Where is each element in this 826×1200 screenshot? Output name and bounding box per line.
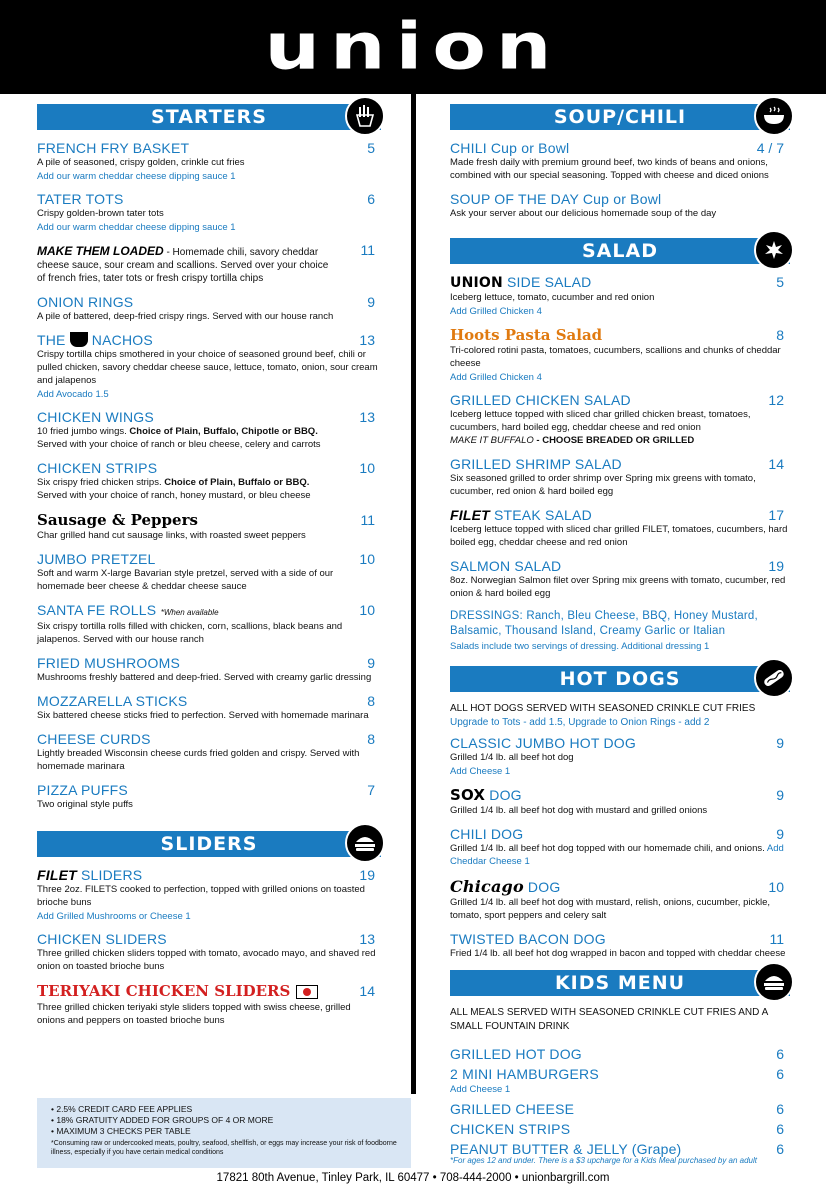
menu-item [37,551,381,593]
item-description: Char grilled hand cut sausage links, with roasted sweet peppers [37,530,306,541]
item-price: 9 [776,787,784,803]
item-description: Crispy golden-brown tater tots [37,208,164,219]
item-description: Made fresh daily with premium ground beef, two kinds of beans and onions, combined with our special seasoning. Topped with cheese and diced onions [450,157,769,181]
item-price: 6 [776,1066,784,1082]
menu-item [450,274,790,317]
footnote-box [37,1098,411,1168]
item-price: 8 [367,731,375,747]
item-description: Three 2oz. FILETS cooked to perfection, topped with grilled onions on toasted brioche buns [37,884,365,908]
item-price: 11 [769,931,784,947]
menu-item [450,326,790,383]
menu-item [37,982,381,1027]
japan-flag-icon [296,985,318,999]
item-price: 9 [776,826,784,842]
item-description: Grilled 1/4 lb. all beef hot dog with mustard, relish, onions, cucumber, pickle, tomato, sport peppers and celery salt [450,897,770,921]
soup-bowl-icon [754,96,794,136]
filet-word: FILET [450,507,490,523]
hotdog-icon [754,658,794,698]
footnote-line: • 18% GRATUITY ADDED FOR GROUPS OF 4 OR MORE [51,1115,401,1126]
kids-intro: ALL MEALS SERVED WITH SEASONED CRINKLE CUT FRIES AND A SMALL FOUNTAIN DRINK [450,1007,768,1032]
item-note: *When available [160,608,219,617]
item-name: TWISTED BACON DOG [450,931,606,947]
section-title: SALAD [582,240,658,262]
item-description: Lightly breaded Wisconsin cheese curds fried golden and crispy. Served with homemade marinara [37,748,360,772]
item-name: PEANUT BUTTER & JELLY (Grape) [450,1141,682,1157]
section-banner-kids [450,970,790,996]
menu-item [37,782,381,811]
menu-item [37,460,381,502]
menu-item [37,931,381,973]
desc-part: Grilled 1/4 lb. all beef hot dog topped with our homemade chili, and onions. [450,843,765,854]
item-addon: Add Cheddar Cheese 1 [450,843,784,867]
item-price: 10 [359,551,375,567]
item-extra [450,434,790,447]
item-description: Six battered cheese sticks fried to perfection. Served with homemade marinara [37,710,369,721]
item-name-pre: THE [37,332,66,348]
item-description: Crispy tortilla chips smothered in your choice of seasoned ground beef, chili or pulled chicken, savory cheddar cheese sauce, lettuce, tomato, onion, sour cream and jalapenos [37,349,378,386]
item-description: Mushrooms freshly battered and deep-fried. Served with creamy garlic dressing [37,672,372,683]
item-name: MAKE THEM LOADED [37,244,164,258]
item-description: Grilled 1/4 lb. all beef hot dog with mustard and grilled onions [450,805,708,816]
hotdogs-intro: ALL HOT DOGS SERVED WITH SEASONED CRINKLE CUT FRIES [450,703,756,714]
item-name: GRILLED CHEESE [450,1101,575,1117]
lettuce-icon [754,230,794,270]
left-column [37,104,381,1036]
item-name [450,507,592,523]
item-name-post: SIDE SALAD [502,274,592,290]
item-description [450,842,790,868]
item-price: 6 [367,191,375,207]
consumption-warning: *Consuming raw or undercooked meats, poultry, seafood, shellfish, or eggs may increase your risk of foodborne illness, especially if you have certain medical conditions [51,1140,397,1156]
item-description: Six seasoned grilled to order shrimp over Spring mix greens with tomato, cucumber, red onion & hard boiled egg [450,473,756,497]
item-name: TERIYAKI CHICKEN SLIDERS [37,982,291,1000]
burger-icon [754,962,794,1002]
item-name [37,332,153,348]
item-name: CHICKEN WINGS [37,409,154,425]
section-title: KIDS MENU [554,972,686,994]
item-description: Ask your server about our delicious homemade soup of the day [450,208,717,219]
desc-bold: Choice of Plain, Buffalo, Chipotle or BBQ. [129,426,318,437]
menu-item [450,507,790,549]
menu-item [450,826,790,868]
item-name: CLASSIC JUMBO HOT DOG [450,735,636,751]
section-banner-sliders [37,831,381,857]
menu-item [450,877,790,922]
item-price: 14 [768,456,784,472]
menu-item [37,602,381,646]
menu-item [450,1066,790,1095]
item-name: CHILI DOG [450,826,524,842]
menu-item [37,693,381,722]
item-price: 8 [367,693,375,709]
item-name: GRILLED SHRIMP SALAD [450,456,622,472]
item-description: Soft and warm X-large Bavarian style pretzel, served with a side of our homemade beer cheese & cheddar cheese sauce [37,568,334,592]
buffalo-choice: - CHOOSE BREADED OR GRILLED [533,435,695,446]
item-price: 6 [776,1141,784,1157]
item-description: Tri-colored rotini pasta, tomatoes, cucumbers, scallions and chunks of cheddar cheese [450,345,781,369]
item-price: 9 [776,735,784,751]
union-logo: union [264,10,562,84]
item-name [450,877,560,896]
section-banner-salad [450,238,790,264]
menu-item [450,558,790,600]
section-title: STARTERS [151,106,267,128]
item-description: A pile of seasoned, crispy golden, crinkle cut fries [37,157,245,168]
menu-item [37,191,381,233]
fries-icon [345,96,385,136]
item-price: 14 [359,983,375,999]
item-addon: Add Grilled Chicken 4 [450,306,542,317]
item-description: Six crispy tortilla rolls filled with chicken, corn, scallions, black beans and jalapenos. Served with our house ranch [37,621,343,645]
item-addon: Add our warm cheddar cheese dipping sauce 1 [37,171,236,182]
item-name: GRILLED HOT DOG [450,1046,582,1062]
item-description [37,425,381,451]
item-addon: Add Avocado 1.5 [37,389,109,400]
desc-part: Served with your choice of ranch or bleu cheese, celery and carrots [37,439,321,450]
menu-item [450,1046,790,1062]
item-name [450,274,592,291]
dressings-block [450,609,790,652]
item-name: 2 MINI HAMBURGERS [450,1066,599,1082]
item-price: 11 [360,512,375,528]
menu-item [37,655,381,684]
footnote-line: • 2.5% CREDIT CARD FEE APPLIES [51,1104,401,1115]
menu-item [37,294,381,323]
menu-item [450,140,790,182]
chicago-word: Chicago [450,877,524,896]
item-name: SOUP OF THE DAY Cup or Bowl [450,191,662,207]
item-name: CHICKEN STRIPS [37,460,158,476]
menu-item [450,1141,790,1157]
item-name: ONION RINGS [37,294,134,310]
burger-icon [345,823,385,863]
footer-address: 17821 80th Avenue, Tinley Park, IL 60477 • 708-444-2000 • unionbargrill.com [216,1172,610,1184]
section-title: SOUP/CHILI [553,106,687,128]
item-description: Iceberg lettuce, tomato, cucumber and red onion [450,292,655,303]
menu-item [37,140,381,182]
item-price: 17 [768,507,784,523]
item-price: 13 [359,332,375,348]
item-price: 10 [359,460,375,476]
item-name: Hoots Pasta Salad [450,326,603,344]
item-price: 7 [367,782,375,798]
menu-item [37,409,381,451]
item-name [450,786,522,804]
item-description: Iceberg lettuce topped with sliced char grilled chicken breast, tomatoes, cucumbers, hard boiled egg, cheddar cheese and red onion [450,409,751,433]
item-addon: Add our warm cheddar cheese dipping sauce 1 [37,222,236,233]
item-description: A pile of battered, deep-fried crispy rings. Served with our house ranch [37,311,334,322]
loaded-line [37,245,337,285]
item-name-post: DOG [523,879,561,895]
item-name: FRIED MUSHROOMS [37,655,180,671]
item-addon: Add Cheese 1 [450,766,511,777]
item-name: MOZZARELLA STICKS [37,693,188,709]
item-name-post: SLIDERS [76,867,143,883]
item-name-post: NACHOS [91,332,153,348]
item-description: Three grilled chicken teriyaki style sliders topped with swiss cheese, grilled onions and peppers on toasted brioche buns [37,1002,351,1026]
dressings-list: DRESSINGS: Ranch, Bleu Cheese, BBQ, Honey Mustard, Balsamic, Thousand Island, Creamy Garlic or Italian [450,610,758,637]
item-price: 13 [359,931,375,947]
item-price: 13 [359,409,375,425]
item-name: FRENCH FRY BASKET [37,140,190,156]
item-description: Two original style puffs [37,799,133,810]
item-name: GRILLED CHICKEN SALAD [450,392,631,408]
section-banner-starters [37,104,381,130]
kids-note: *For ages 12 and under. There is a $3 upcharge for a Kids Meal purchased by an adult [450,1156,758,1165]
item-price: 9 [367,655,375,671]
menu-item [450,191,790,220]
dressings-note: Salads include two servings of dressing. Additional dressing 1 [450,641,710,652]
header-bar [0,0,826,94]
item-price: 4 / 7 [756,140,784,156]
menu-item [450,1101,790,1117]
item-name: PIZZA PUFFS [37,782,128,798]
section-title: HOT DOGS [559,668,681,690]
item-name: JUMBO PRETZEL [37,551,156,567]
section-title: SLIDERS [160,833,258,855]
item-description: - Homemade chili, savory cheddar cheese sauce, sour cream and scallions. Served over your choice of french fries, tater tots or fresh crispy tortilla chips [37,247,329,284]
menu-item [37,867,381,922]
union-u-icon [70,332,88,347]
union-brand-word: UNION [450,275,503,291]
menu-item [37,731,381,773]
hotdogs-upgrade: Upgrade to Tots - add 1.5, Upgrade to Onion Rings - add 2 [450,717,710,728]
section-banner-hotdogs [450,666,790,692]
menu-item [450,786,790,817]
item-name: Sausage & Peppers [37,511,198,529]
item-price: 9 [367,294,375,310]
item-name: CHICKEN STRIPS [450,1121,571,1137]
item-name: CHEESE CURDS [37,731,151,747]
item-name: TATER TOTS [37,191,124,207]
section-banner-soup [450,104,790,130]
item-price: 6 [776,1046,784,1062]
item-price: 6 [776,1101,784,1117]
item-name: CHICKEN SLIDERS [37,931,167,947]
item-price: 10 [359,602,375,618]
item-price: 10 [768,879,784,895]
item-price: 19 [359,867,375,883]
item-price: 11 [360,242,375,258]
item-price: 12 [768,392,784,408]
menu-item [450,456,790,498]
item-description: 8oz. Norwegian Salmon filet over Spring mix greens with tomato, cucumber, red onion & hard boiled egg [450,575,786,599]
right-column [450,104,790,1165]
sox-brand-word: SOX [450,786,486,804]
item-addon: Add Grilled Chicken 4 [450,372,542,383]
menu-item [450,735,790,777]
column-divider [411,94,416,1094]
menu-item [450,392,790,447]
desc-part: 10 fried jumbo wings. [37,426,130,437]
item-price: 19 [768,558,784,574]
item-price: 8 [776,327,784,343]
menu-item [37,332,381,400]
item-price: 5 [776,274,784,290]
item-name-post: DOG [485,787,522,803]
item-description: Fried 1/4 lb. all beef hot dog wrapped in bacon and topped with cheddar cheese [450,948,786,959]
desc-part: Six crispy fried chicken strips. [37,477,165,488]
menu-item [37,511,381,542]
item-description: Three grilled chicken sliders topped with tomato, avocado mayo, and shaved red onion on toasted brioche buns [37,948,376,972]
item-price: 5 [367,140,375,156]
item-addon: Add Grilled Mushrooms or Cheese 1 [37,911,191,922]
desc-part: Served with your choice of ranch, honey mustard, or bleu cheese [37,490,311,501]
menu-item [450,931,790,960]
desc-bold: Choice of Plain, Buffalo or BBQ. [164,477,310,488]
filet-word: FILET [37,867,77,883]
menu-item [450,1121,790,1137]
footnote-line: • MAXIMUM 3 CHECKS PER TABLE [51,1126,401,1137]
item-name: CHILI Cup or Bowl [450,140,570,156]
item-description [37,476,381,502]
item-name [37,867,142,883]
item-addon: Add Cheese 1 [450,1084,511,1095]
item-name-post: STEAK SALAD [489,507,592,523]
item-name: SALMON SALAD [450,558,562,574]
item-description: Iceberg lettuce topped with sliced char grilled FILET, tomatoes, cucumbers, hard boiled egg, cheddar cheese and red onion [450,524,788,548]
item-price: 6 [776,1121,784,1137]
menu-item [37,242,381,285]
buffalo-option: MAKE IT BUFFALO [450,435,534,446]
item-name: SANTA FE ROLLS [37,602,157,618]
item-description: Grilled 1/4 lb. all beef hot dog [450,752,574,763]
